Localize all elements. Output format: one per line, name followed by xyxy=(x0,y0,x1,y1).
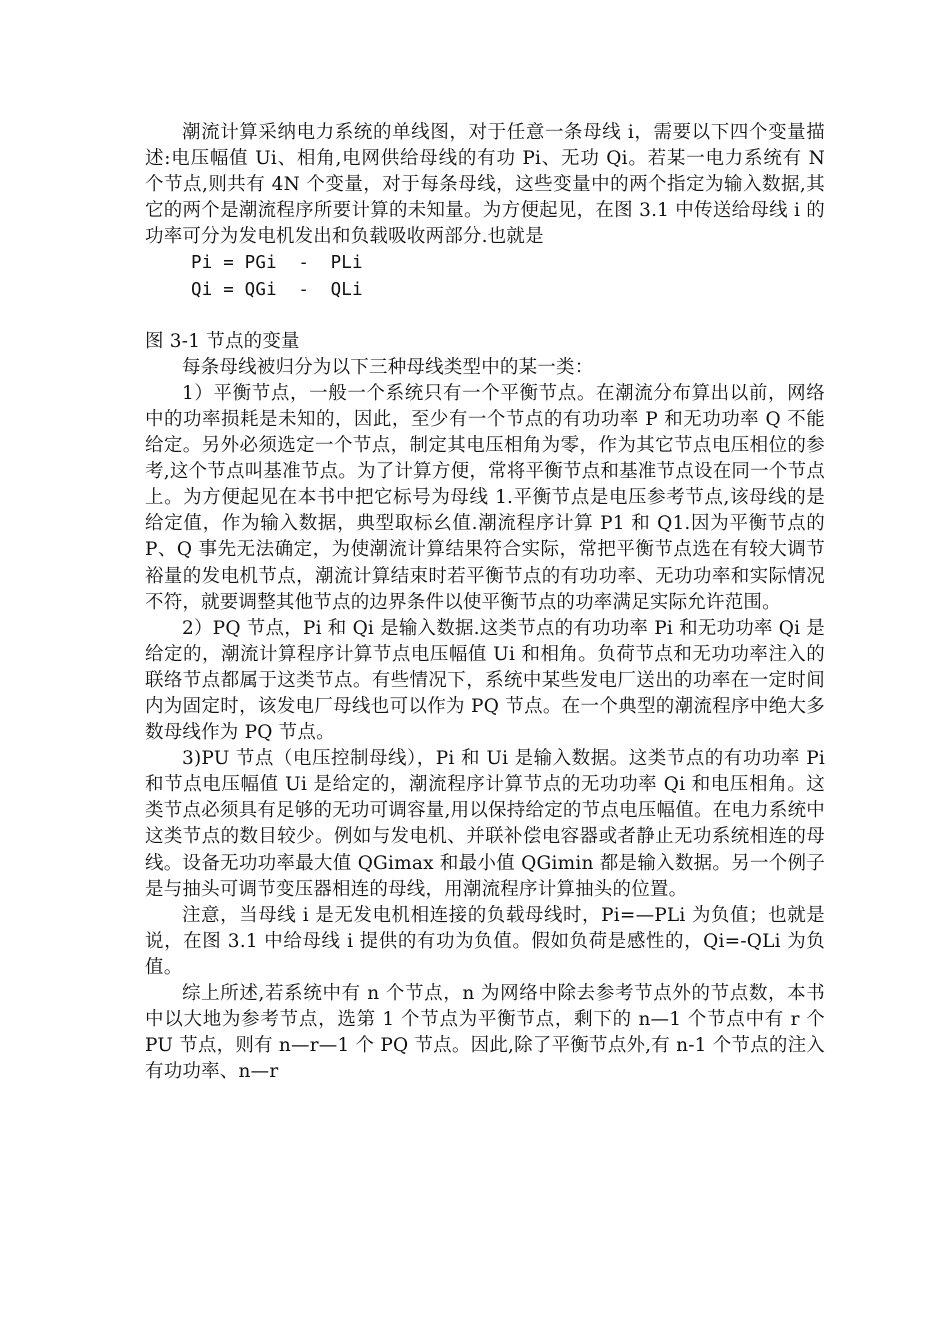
document-page xyxy=(145,120,825,1085)
figure-caption: 图 3-1 节点的变量 xyxy=(145,330,300,352)
formula-active-power: Pi = PGi - PLi xyxy=(191,253,363,274)
paragraph-slack-bus: 1）平衡节点，一般一个系统只有一个平衡节点。在潮流分布算出以前，网络中的功率损耗是未知的，因此，至少有一个节点的有功功率 P 和无功功率 Q 不能给定。另外必须选定一个节点，制定其电压相角为零，作为其它节点电压相位的参考,这个节点叫基准节点。为了计算方便，常将平衡节点和基准节点设在同一个节点上。为方便起见在本书中把它标号为母线 1.平衡节点是电压参考节点,该母线的是给定值，作为输入数据，典型取标幺值.潮流程序计算 P1 和 Q1.因为平衡节点的 P、Q 事先无法确定，为使潮流计算结果符合实际，常把平衡节点选在有较大调节裕量的发电机节点，潮流计算结束时若平衡节点的有功功率、无功功率和实际情况不符，就要调整其他节点的边界条件以使平衡节点的功率满足实际允许范围。 xyxy=(145,382,825,613)
paragraph-pu-bus: 3)PU 节点（电压控制母线），Pi 和 Ui 是输入数据。这类节点的有功功率 Pi 和节点电压幅值 Ui 是给定的，潮流程序计算节点的无功功率 Qi 和电压相角。这类节点必须具有足够的无功可调容量,用以保持给定的节点电压幅值。在电力系统中这类节点的数目较少。例如与发电机、并联补偿电容器或者静止无功系统相连的母线。设备无功功率最大值 QGimax 和最小值 QGimin 都是输入数据。另一个例子是与抽头可调节变压器相连的母线，用潮流程序计算抽头的位置。 xyxy=(145,748,825,900)
figure-placeholder xyxy=(145,303,825,329)
paragraph-classify: 每条母线被归分为以下三种母线类型中的某一类： xyxy=(182,356,594,378)
paragraph-summary: 综上所述,若系统中有 n 个节点，n 为网络中除去参考节点外的节点数，本书中以大地为参考节点，选第 1 个节点为平衡节点，剩下的 n—1 个节点中有 r 个 PU 节点，则有 n—r—1 个 PQ 节点。因此,除了平衡节点外,有 n-1 个节点的注入有功功率、n—r xyxy=(145,983,825,1083)
paragraph-intro: 潮流计算采纳电力系统的单线图，对于任意一条母线 i，需要以下四个变量描述:电压幅值 Ui、相角,电网供给母线的有功 Pi、无功 Qi。若某一电力系统有 N 个节点,则共有 4N 个变量，对于每条母线，这些变量中的两个指定为输入数据,其它的两个是潮流程序所要计算的未知量。为方便起见，在图 3.1 中传送给母线 i 的功率可分为发电机发出和负载吸收两部分.也就是 xyxy=(145,122,825,248)
formula-reactive-power: Qi = QGi - QLi xyxy=(191,279,363,300)
paragraph-note: 注意，当母线 i 是无发电机相连接的负载母线时，Pi=—PLi 为负值；也就是说，在图 3.1 中给母线 i 提供的有功为负值。假如负荷是感性的，Qi=-QLi 为负值。 xyxy=(145,904,825,978)
paragraph-pq-bus: 2）PQ 节点，Pi 和 Qi 是输入数据.这类节点的有功功率 Pi 和无功功率 Qi 是给定的，潮流计算程序计算节点电压幅值 Ui 和相角。负荷节点和无功功率注入的联络节点都属于这类节点。有些情况下，系统中某些发电厂送出的功率在一定时间内为固定时，该发电厂母线也可以作为 PQ 节点。在一个典型的潮流程序中绝大多数母线作为 PQ 节点。 xyxy=(145,617,825,744)
